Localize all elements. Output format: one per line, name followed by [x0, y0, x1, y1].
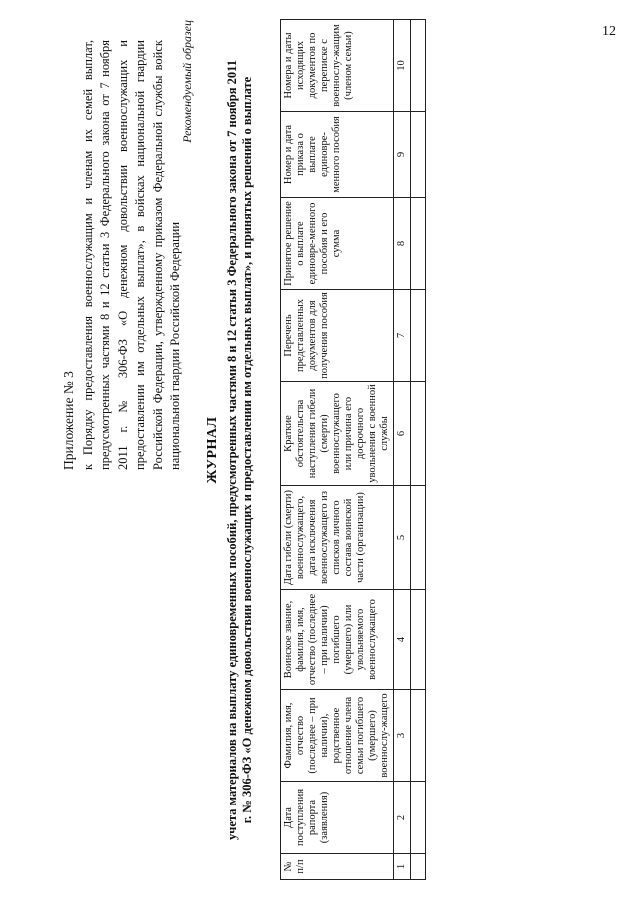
empty-cell — [411, 382, 426, 486]
header-cell: Дата поступления рапорта (заявления) — [281, 782, 394, 854]
column-number: 4 — [394, 590, 411, 690]
header-cell: Воинское звание, фамилия, имя, отчество (последнее – при наличии) погибшего (умершего) или увольняемого военнослужащего — [281, 590, 394, 690]
column-number: 8 — [394, 198, 411, 290]
column-number: 10 — [394, 20, 411, 112]
appendix-block — [60, 40, 185, 470]
column-number: 5 — [394, 486, 411, 590]
journal-title: ЖУРНАЛ — [205, 416, 220, 484]
column-number-row — [394, 20, 411, 880]
column-number: 1 — [394, 854, 411, 880]
empty-table-row — [411, 20, 426, 880]
appendix-text: к Порядку предоставления военнослужащим и членам их семей выплат, предусмотренных частями 8 и 12 статьи 3 Федерального закона от 7 ноября 2011 г. № 306-ФЗ «О денежном довольствии военнослужащих и предоставлении им отдельных выплат», в войсках национальной гвардии Российской Федерации, утвержденному приказом Федеральной службы войск национальной гвардии Российской Федерации — [80, 40, 182, 470]
header-cell: Перечень представленных документов для получения пособия — [281, 290, 394, 382]
column-number: 9 — [394, 112, 411, 198]
empty-cell — [411, 290, 426, 382]
page-number: 12 — [602, 24, 616, 39]
header-cell: № п/п — [281, 854, 394, 880]
column-number: 6 — [394, 382, 411, 486]
empty-cell — [411, 486, 426, 590]
register-table — [280, 19, 426, 880]
column-number: 7 — [394, 290, 411, 382]
empty-cell — [411, 690, 426, 782]
appendix-title: Приложение № 3 — [61, 371, 76, 470]
empty-cell — [411, 782, 426, 854]
column-number: 3 — [394, 690, 411, 782]
empty-cell — [411, 20, 426, 112]
header-cell: Принятое решение о выплате единовре-менного пособия и его сумма — [281, 198, 394, 290]
empty-cell — [411, 112, 426, 198]
header-cell: Фамилия, имя, отчество (последнее – при наличии), родственное отношение члена семьи погибшего (умершего) военнослу-жащего — [281, 690, 394, 782]
header-cell: Дата гибели (смерти) военнослужащего, дата исключения военнослужащего из списков личного состава воинской части (организации) — [281, 486, 394, 590]
sample-label: Рекомендуемый образец — [180, 20, 194, 143]
empty-cell — [411, 198, 426, 290]
rotated-sheet — [60, 20, 407, 880]
header-cell: Краткие обстоятельства наступления гибели (смерти) военнослужащего или причина его досрочного увольнения с военной службы — [281, 382, 394, 486]
header-cell: Номер и дата приказа о выплате единовре-менного пособия — [281, 112, 394, 198]
empty-cell — [411, 854, 426, 880]
journal-subtitle: учета материалов на выплату единовременных пособий, предусмотренных частями 8 и 12 статьи 3 Федерального закона от 7 ноября 2011 г. № 306-ФЗ «О денежном довольствии военнослужащих и предоставлении им отдельных выплат», и принятых решений о выплате — [225, 60, 254, 840]
empty-cell — [411, 590, 426, 690]
table-header-row — [281, 20, 394, 880]
column-number: 2 — [394, 782, 411, 854]
header-cell: Номера и даты исходящих документов по переписке с военнослу-жащим (членом семьи) — [281, 20, 394, 112]
journal-heading — [205, 20, 255, 880]
